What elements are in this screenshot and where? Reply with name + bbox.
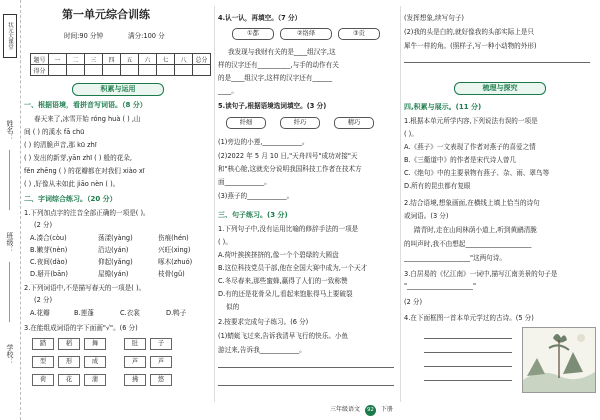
word-tile[interactable]: 荷 [32,374,54,386]
question-line: 1.下列加点字的注音全部正确的一项是( )。 [24,209,150,217]
word-tile[interactable]: 肚 [124,338,146,350]
question-score: (2 分) [404,298,423,306]
word-tile[interactable]: 稻 [58,338,80,350]
option-d[interactable]: D.所有的昆虫都有复眼 [404,182,471,190]
option-d: 屋檐(yán) [98,270,129,278]
option-box[interactable]: ②络绎 [280,28,332,40]
question-line: 3.白居易的《忆江南》一词中,描写江南美景的句子是 [404,270,558,278]
word-tile[interactable]: 芦 [124,356,146,368]
score-cell: 五 [121,54,139,65]
score-table-score-row [31,65,211,76]
binding-margin [0,0,21,420]
option-box[interactable]: ③贡 [338,28,380,40]
score-cell: 题号 [31,54,49,65]
word-tile[interactable]: 芦 [150,356,172,368]
option-a: 荡漾(yàng) [98,234,133,242]
word-tile[interactable]: 型 [32,356,54,368]
option-c[interactable]: C.《绝句》中的主要景物有燕子、杂、雨、翠鸟等 [404,169,550,177]
column-divider [400,6,401,402]
score-input[interactable] [139,65,157,76]
option-a[interactable]: A.凑合(còu) [30,234,67,242]
name-line[interactable] [9,150,10,210]
score-cell: 八 [175,54,193,65]
question-line: "____________________" [404,282,477,290]
question-heading: 5.读句子,根据语境选词填空。(3 分) [218,102,327,110]
column-right [404,0,596,404]
question-line: (发挥想象,续写句子) [404,14,464,22]
question-line: (1)蜻蜓飞过来,告诉我清早飞行的快乐。小鱼 [218,332,349,340]
score-table [30,53,211,76]
question-heading: 四,积累与展示。(11 分) [404,103,482,111]
question-line: (2)2022 年 5 月 10 日,"天舟四号"成功对接"天 [218,152,358,160]
option-b[interactable]: B.《三衢道中》的作者是宋代诗人曾几 [404,156,517,164]
question-line: ( ) 的清脆声音,那 kū zhī [24,141,97,149]
question-line: 间 ( ) 的溪水 fā chū [24,128,85,136]
score-cell: 总分 [193,54,211,65]
score-cell: 一 [49,54,67,65]
question-line: 或词语。(3 分) [404,212,449,220]
name-field-label: 姓名： [6,120,14,141]
score-cell: 四 [103,54,121,65]
word-tile[interactable]: 成 [84,356,106,368]
question-line: ____________________"这两句诗。 [404,254,506,262]
score-cell: 得分 [31,65,49,76]
school-field-label: 学校： [6,344,14,365]
question-line: 犀牛一样的角。(照样子,写一种小动物的外形) [404,42,537,50]
word-tile[interactable]: 踏 [32,338,54,350]
option-b: 沿边(yán) [98,246,129,254]
question-heading: 三、句子练习。(3 分) [218,211,288,219]
question-line: ( )。 [404,130,418,138]
question-line: ____。 [218,87,238,95]
score-cell: 三 [85,54,103,65]
question-line: 和"核心舱,这就充分说明我国科技工作者在技术方 [218,165,362,173]
footer-term: 下册 [380,406,393,413]
option-d[interactable]: D.鸭子 [166,309,187,317]
class-line[interactable] [9,262,10,322]
option-a[interactable]: A.花瓣 [30,309,50,317]
question-line: fěn zhēng ( ) 的花瓣都在对我们 xiào xī [24,167,145,175]
word-tile[interactable]: 拂 [124,374,146,386]
word-tile[interactable]: 舞 [84,338,106,350]
footer-subject: 三年级语文 [330,406,361,413]
option-a[interactable]: A.《燕子》一文表现了作者对燕子的喜爱之情 [404,143,536,151]
word-choice[interactable]: 纤细 [226,117,266,129]
option-b: 兴旺(xìng) [158,246,191,254]
word-tile[interactable]: 形 [58,356,80,368]
question-score: (2 分) [34,296,53,304]
question-line: 踏青时,走在山间林荫小道上,听到黄鹂清脆 [414,226,537,234]
page-title: 第一单元综合训练 [62,8,150,21]
answer-line[interactable] [218,367,394,368]
section-banner: 梳理与探究 [454,82,546,95]
question-score: (2 分) [34,221,53,229]
question-heading: 一、根据语境，看拼音写词语。（8 分） [24,101,147,109]
question-line: ( ) 发出的新芽,yān zhī ( ) 般的花朵, [24,154,132,162]
question-line: 游过来,告诉我____________。 [218,346,306,354]
option-d[interactable]: D.掰开(bān) [30,270,68,278]
score-input[interactable] [49,65,67,76]
word-tile[interactable]: 悠 [150,374,172,386]
question-line: 的叫声时,我不由想起____________________ [404,240,532,248]
option-b[interactable]: B.这位科技党员干部,他在全国大赛中成为,一个天才 [218,264,368,272]
option-b[interactable]: B.嫩芽(nèn) [30,246,68,254]
question-heading: 二、字词综合练习。（20 分） [24,195,117,203]
option-d[interactable]: D.有的还是花骨朵儿,看起来饱胀得马上要破裂 [218,290,353,298]
word-choice[interactable]: 精巧 [334,117,374,129]
word-tile[interactable]: 子 [150,338,172,350]
option-c[interactable]: C.冬尽春来,那些蜜蜂,赢得了人们的一致称赞 [218,277,348,285]
answer-line[interactable] [218,385,394,386]
question-line: (2)我的头是白的,就好像我的头部实际上是只 [404,28,535,36]
question-line: 春天来了,冰雪开始 róng huà ( ) ,山 [34,115,141,123]
question-line: 的是____组汉字,这样的汉字还有______ [218,74,333,82]
score-input[interactable] [175,65,193,76]
word-tile[interactable]: 花 [58,374,80,386]
column-left [24,0,212,404]
column-divider [214,6,215,402]
poem-line[interactable] [424,380,512,381]
option-box[interactable]: ①都 [232,28,274,40]
question-line: 1.下列句子中,没有运用比喻的修辞手法的一项是 [218,225,359,233]
poem-line[interactable] [424,352,512,353]
landscape-illustration [522,327,596,393]
option-c[interactable]: C.衣裳 [120,309,140,317]
score-meta: 满分:100 分 [128,32,165,40]
score-input[interactable] [121,65,139,76]
question-line: ( )。 [218,238,232,246]
question-heading: 4.认一认，再填空。（7 分） [218,14,302,22]
score-input[interactable] [67,65,85,76]
question-line: 4.在下面框图一首本单元学过的古诗。(5 分) [404,314,534,322]
score-table-header-row [31,54,211,65]
time-meta: 时间:90 分钟 [64,32,104,40]
score-input[interactable] [193,65,211,76]
column-middle [218,0,398,404]
question-line: 2.按要求完成句子练习。(6 分) [218,318,309,326]
page-number: 92 [365,405,376,416]
option-c[interactable]: C.夜间(dào) [30,258,68,266]
question-line: 样的汉字还有__________,与手的动作有关 [218,61,339,69]
section-banner: 积累与运用 [72,83,164,96]
score-input[interactable] [85,65,103,76]
option-a: 伤痕(hén) [158,234,189,242]
option-d-continued: 似的 [226,303,240,311]
score-cell: 七 [157,54,175,65]
page-footer [330,404,393,416]
option-d: 枝骨(gǔ) [158,270,185,278]
word-tile[interactable]: 蒲 [84,374,106,386]
question-line: (1)旁边的小莲,____________。 [218,138,309,146]
poem-line[interactable] [424,338,512,339]
option-c: 仰起(yǎng) [98,258,133,266]
class-field-label: 班级： [6,232,14,253]
margin-tag: 状元大课堂 [3,14,17,58]
question-line: 我发现与我财有关的是____组汉字,这 [228,48,336,56]
score-input[interactable] [103,65,121,76]
score-input[interactable] [157,65,175,76]
poem-line[interactable] [424,366,512,367]
question-line: 2.下列词语中,不是描写春天的一项是( )。 [24,284,146,292]
option-c: 啄木(zhuó) [158,258,193,266]
answer-line[interactable] [404,62,590,63]
question-line: 1.根据本单元所学内容,下列说法有误的一项是 [404,117,538,125]
word-choice[interactable]: 纤巧 [280,117,320,129]
question-line: 面____________。 [218,178,271,186]
question-line: 2.结合语境,想象画面,在横线上填上恰当的诗句 [404,199,540,207]
option-a[interactable]: A.荷叶挨挨挤挤的,像一个个碧绿的大圆盘 [218,251,339,259]
question-line: (3)燕子的____________。 [218,192,294,200]
score-cell: 二 [67,54,85,65]
score-cell: 六 [139,54,157,65]
question-line: 3.在能组成词语的字下面画"√"。(6 分) [24,324,138,332]
question-line: ( ) ,好像从未如此 jiāo nèn ( )。 [24,180,120,188]
option-b[interactable]: B.莲蓬 [74,309,94,317]
